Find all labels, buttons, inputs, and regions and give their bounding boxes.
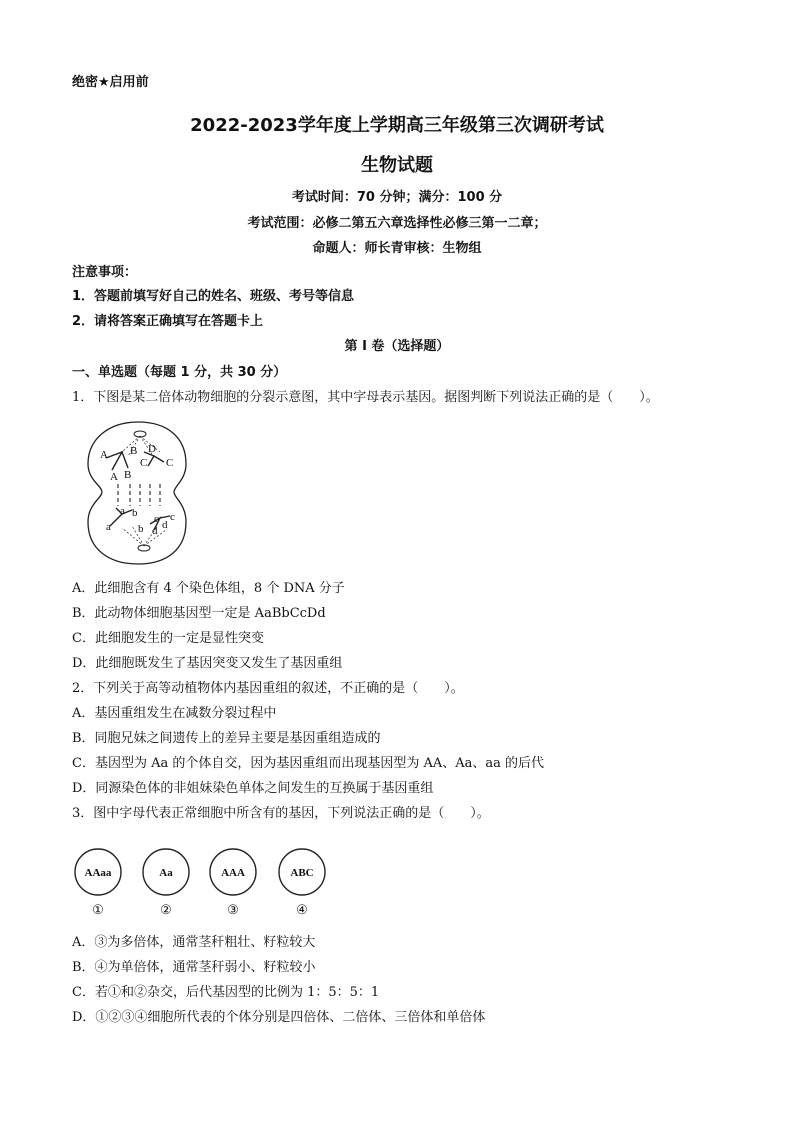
cell-number: ④: [296, 902, 308, 917]
gene-label: A: [110, 471, 118, 483]
gene-label: d: [162, 519, 168, 531]
gene-label: a: [106, 521, 111, 533]
option: B．同胞兄妹之间遗传上的差异主要是基因重组造成的: [72, 731, 381, 746]
notice-item: 2．请将答案正确填写在答题卡上: [72, 314, 264, 329]
gene-label: d: [152, 525, 158, 537]
gene-label: C: [166, 457, 174, 469]
gene-label: B: [130, 445, 138, 457]
cell-number: ①: [92, 902, 104, 917]
question-stem: 1．下图是某二倍体动物细胞的分裂示意图，其中字母表示基因。据图判断下列说法正确的是（ ）。: [72, 390, 659, 405]
gene-label: D: [148, 443, 156, 455]
notice-heading: 注意事项：: [72, 265, 138, 280]
gene-label: B: [124, 469, 132, 481]
option: C．此细胞发生的一定是显性突变: [72, 631, 264, 646]
cell-genes: ABC: [290, 867, 314, 879]
option: D．同源染色体的非姐妹染色单体之间发生的互换属于基因重组: [72, 781, 434, 796]
spindle-lines: [118, 484, 160, 506]
gene-label: c: [170, 511, 175, 523]
exam-author: 命题人：师长青审核：生物组: [312, 241, 482, 256]
subject-title: 生物试题: [361, 155, 433, 176]
section-heading: 一、单选题（每题 1 分，共 30 分）: [72, 365, 287, 380]
gene-cells-figure: [70, 846, 332, 920]
option: B．此动物体细胞基因型一定是 AaBbCcDd: [72, 606, 326, 621]
gene-label: b: [138, 523, 144, 535]
cell-number: ③: [227, 902, 239, 917]
question-stem: 3．图中字母代表正常细胞中所含有的基因，下列说法正确的是（ ）。: [72, 806, 490, 821]
option: A．基因重组发生在减数分裂过程中: [72, 706, 277, 721]
cell-genes: Aa: [159, 867, 173, 879]
exam-time: 考试时间：70 分钟；满分：100 分: [291, 190, 503, 205]
notice-item: 1．答题前填写好自己的姓名、班级、考号等信息: [72, 289, 355, 304]
gene-label: b: [132, 507, 138, 519]
cell-division-figure: [82, 418, 194, 568]
option: B．④为单倍体，通常茎秆弱小、籽粒较小: [72, 960, 316, 975]
option: C．若①和②杂交，后代基因型的比例为 1：5：5：1: [72, 985, 380, 1000]
secret-mark: 绝密★启用前: [72, 75, 149, 90]
option: A．此细胞含有 4 个染色体组，8 个 DNA 分子: [72, 581, 345, 596]
option: C．基因型为 Aa 的个体自交，因为基因重组而出现基因型为 AA、Aa、aa 的后代: [72, 756, 545, 771]
cell-genes: AAA: [221, 867, 245, 879]
option: D．此细胞既发生了基因突变又发生了基因重组: [72, 656, 343, 671]
question-stem: 2．下列关于高等动植物体内基因重组的叙述，不正确的是（ ）。: [72, 681, 464, 696]
lower-centrosome-icon: [122, 526, 166, 551]
gene-label: a: [120, 505, 125, 517]
option: D．①②③④细胞所代表的个体分别是四倍体、二倍体、三倍体和单倍体: [72, 1010, 486, 1025]
cell-outline: [88, 422, 186, 564]
exam-title: 2022-2023学年度上学期高三年级第三次调研考试: [190, 115, 604, 136]
option: A．③为多倍体，通常茎秆粗壮、籽粒较大: [72, 935, 316, 950]
gene-label: C: [140, 457, 148, 469]
gene-label: A: [100, 449, 108, 461]
part-heading: 第 I 卷（选择题）: [344, 339, 450, 354]
cell-genes: AAaa: [84, 867, 112, 879]
gene-label: c: [154, 513, 159, 525]
exam-scope: 考试范围：必修二第五六章选择性必修三第一二章；: [247, 216, 547, 231]
cell-number: ②: [160, 902, 172, 917]
